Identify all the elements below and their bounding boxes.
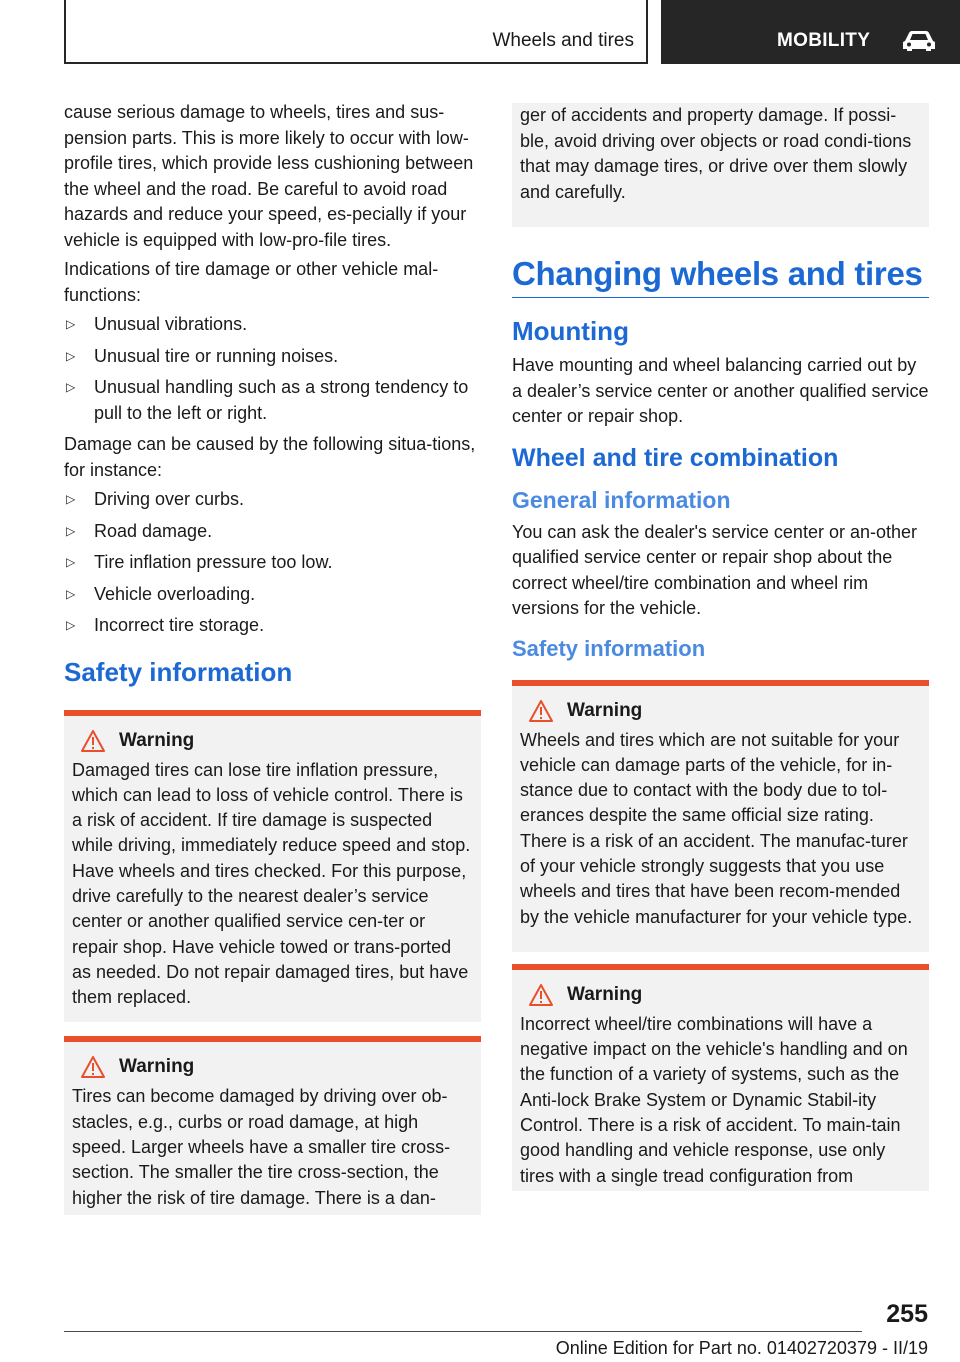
triangle-bullet-icon: ▷ xyxy=(66,618,76,632)
warning-box xyxy=(512,964,929,1191)
warning-text: Damaged tires can lose tire inflation pressure, which can lead to loss of vehicle control. There is a risk of accident. If tire damage is suspected while driving, immediately reduce speed and stop. Have wheels and tires checked. For this purpose, drive carefully to the nearest dealer’s service center or another qualified service cen-ter or repair shop. Have vehicle towed or trans-ported as needed. Do not repair damaged tires, but have them replaced. xyxy=(72,759,471,1008)
warning-title: Warning xyxy=(119,1056,195,1078)
list-item: ▷ Tire inflation pressure too low. xyxy=(64,550,481,576)
car-icon xyxy=(899,29,939,53)
section-title: Wheels and tires xyxy=(492,30,634,51)
main-heading: Changing wheels and tires xyxy=(512,255,929,298)
list-item: ▷ Road damage. xyxy=(64,519,481,545)
warning-title: Warning xyxy=(119,729,195,751)
warning-triangle-icon xyxy=(80,729,106,753)
left-column xyxy=(64,100,481,1215)
triangle-bullet-icon: ▷ xyxy=(66,586,76,601)
warning-text: Wheels and tires which are not suitable for your vehicle can damage parts of the vehicle, for in-stance due to contact with the body due to tol-erances despite the same official size rating. There is a risk of an accident. The manufac-turer of your vehicle strongly suggests that you use wheels and tires that have been recom-mended by the vehicle manufacturer for your vehicle type. xyxy=(520,729,913,927)
causes-list xyxy=(64,487,481,639)
edition-text: Online Edition for Part no. 01402720379 - II/19 xyxy=(555,1338,928,1358)
warning-triangle-icon xyxy=(528,699,554,723)
combination-heading: Wheel and tire combination xyxy=(512,443,839,472)
general-info-text: You can ask the dealer's service center or an-other qualified service center or repair shop about the correct wheel/tire combination and wheel rim versions for the vehicle. xyxy=(512,521,917,618)
warning-box xyxy=(512,680,929,952)
safety-heading-right: Safety information xyxy=(512,635,706,661)
safety-heading-left: Safety information xyxy=(64,656,293,687)
chapter-title: MOBILITY xyxy=(777,30,871,51)
list-item: ▷ Unusual vibrations. xyxy=(64,312,481,338)
warning-triangle-icon xyxy=(528,983,554,1007)
mounting-text: Have mounting and wheel balancing carried out by a dealer’s service center or another qualified service center or repair shop. xyxy=(512,355,929,426)
triangle-bullet-icon: ▷ xyxy=(66,317,76,331)
intro-paragraph: cause serious damage to wheels, tires and sus-pension parts. This is more likely to occur with low-profile tires, which provide less cushioning between the wheel and the road. Be careful to avoid road hazards and reduce your speed, es-pecially if your vehicle is equipped with low-pro-file tires. xyxy=(64,102,474,250)
list-item: ▷ Unusual tire or running noises. xyxy=(64,344,481,370)
general-info-heading: General information xyxy=(512,486,731,513)
warning-triangle-icon xyxy=(80,1055,106,1079)
warning-box xyxy=(64,710,481,1023)
indications-intro: Indications of tire damage or other vehicle mal-functions: xyxy=(64,259,439,305)
triangle-bullet-icon: ▷ xyxy=(66,523,76,538)
right-column xyxy=(512,103,929,1191)
warning-continuation-text: ger of accidents and property damage. If possi-ble, avoid driving over objects or road condi-tions that may damage tires, or drive over them slowly and carefully. xyxy=(520,105,912,202)
mounting-heading: Mounting xyxy=(512,316,629,346)
list-item: ▷ Vehicle overloading. xyxy=(64,582,481,608)
list-item: ▷ Unusual handling such as a strong tendency to pull to the left or right. xyxy=(66,377,469,423)
header-chapter-tab xyxy=(661,0,960,64)
warning-title: Warning xyxy=(567,983,643,1005)
list-item: ▷ Incorrect tire storage. xyxy=(64,613,481,639)
triangle-bullet-icon: ▷ xyxy=(66,555,76,569)
indications-list xyxy=(64,312,481,426)
warning-text: Tires can become damaged by driving over ob-stacles, e.g., curbs or road damage, at high speed. Larger wheels have a smaller tire cross-section. The smaller the tire cross-section, the higher the risk of tire damage. There is a dan- xyxy=(72,1086,451,1208)
footer-divider xyxy=(64,1331,862,1332)
causes-intro: Damage can be caused by the following situa-tions, for instance: xyxy=(64,434,476,480)
header-section-tab xyxy=(64,0,648,64)
warning-title: Warning xyxy=(567,699,643,721)
triangle-bullet-icon: ▷ xyxy=(66,492,76,506)
triangle-bullet-icon: ▷ xyxy=(66,348,76,363)
triangle-bullet-icon: ▷ xyxy=(66,380,76,394)
page-number: 255 xyxy=(886,1300,928,1328)
warning-box xyxy=(64,1036,481,1214)
list-item: ▷ Driving over curbs. xyxy=(64,487,481,513)
warning-text: Incorrect wheel/tire combinations will have a negative impact on the vehicle's handling and on the function of a variety of systems, such as the Anti-lock Brake System or Dynamic Stabil-ity Control. There is a risk of accident. To main-tain good handling and vehicle response, use only tires with a single tread configuration from xyxy=(520,1013,908,1186)
warning-continuation-box xyxy=(512,103,929,227)
